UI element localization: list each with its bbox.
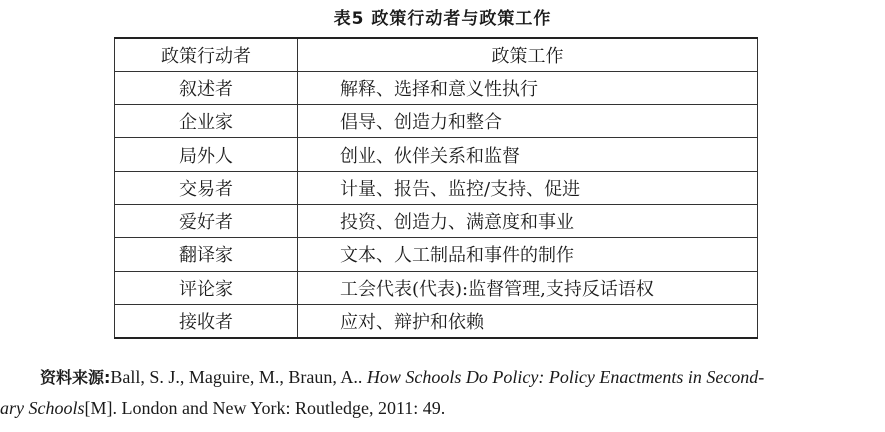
table-row <box>115 138 758 171</box>
column-header-work: 政策工作 <box>298 38 758 71</box>
work-cell: 解释、选择和意义性执行 <box>298 71 758 104</box>
source-label: 资料来源: <box>40 368 111 387</box>
source-citation <box>0 362 885 423</box>
actor-cell: 接收者 <box>115 304 298 337</box>
table-row <box>115 71 758 104</box>
actor-cell: 翻译家 <box>115 238 298 271</box>
column-header-actor: 政策行动者 <box>115 38 298 71</box>
actor-cell: 爱好者 <box>115 204 298 237</box>
table-header-row <box>115 38 758 71</box>
work-cell: 文本、人工制品和事件的制作 <box>298 238 758 271</box>
table-row <box>115 304 758 337</box>
citation-book-title: How Schools Do Policy: Policy Enactments in Second- <box>366 367 765 387</box>
actor-cell: 交易者 <box>115 171 298 204</box>
table-caption: 表5 政策行动者与政策工作 <box>333 9 552 29</box>
citation-publication: [M]. London and New York: Routledge, 2011: 49. <box>84 398 446 418</box>
actor-cell: 叙述者 <box>115 71 298 104</box>
actor-cell: 局外人 <box>115 138 298 171</box>
citation-authors: Ball, S. J., Maguire, M., Braun, A.. <box>110 367 367 387</box>
work-cell: 计量、报告、监控/支持、促进 <box>298 171 758 204</box>
actor-cell: 评论家 <box>115 271 298 304</box>
work-cell: 工会代表(代表):监督管理,支持反话语权 <box>298 271 758 304</box>
table-row <box>115 204 758 237</box>
table-row <box>115 238 758 271</box>
table-row <box>115 271 758 304</box>
table-row <box>115 171 758 204</box>
citation-line-1 <box>0 362 885 393</box>
actor-cell: 企业家 <box>115 105 298 138</box>
citation-line-2 <box>0 393 885 423</box>
policy-actors-table <box>114 37 758 339</box>
work-cell: 创业、伙伴关系和监督 <box>298 138 758 171</box>
work-cell: 投资、创造力、满意度和事业 <box>298 204 758 237</box>
citation-book-title-continued: ary Schools <box>0 398 85 418</box>
work-cell: 应对、辩护和依赖 <box>298 304 758 337</box>
table-row <box>115 105 758 138</box>
work-cell: 倡导、创造力和整合 <box>298 105 758 138</box>
